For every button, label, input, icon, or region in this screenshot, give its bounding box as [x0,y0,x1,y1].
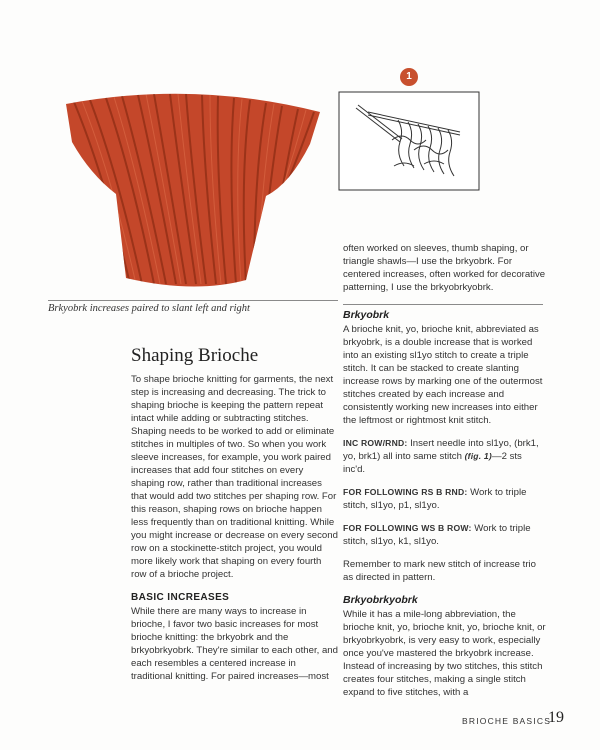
left-column [131,345,339,693]
right-column [343,242,546,709]
section-title: Shaping Brioche [131,345,259,366]
remember-note: Remember to mark new stitch of increase trio as directed in pattern. [343,559,537,583]
ws-row-label: FOR FOLLOWING WS B ROW: [343,523,472,533]
inc-row-label: INC ROW/RND: [343,438,408,448]
knitted-swatch-photo [44,84,340,294]
figure-1-needle-illustration [338,80,480,192]
rs-row-instruction [343,486,546,512]
brkyobrkyobrk-paragraph: While it has a mile-long abbreviation, the brioche knit, yo, brioche knit, yo, brioche knit, or brkyobrkyobrk, is very easy to work, especially once you've mastered the brkyobrk increase. Instead of increasing by two stitches, this stitch creates four stitches, making a single stitch expand to five stitches, with a [343,609,546,698]
ws-row-text: Work to triple stitch, sl1yo, k1, sl1yo. [343,523,531,547]
fig-reference: (fig. 1) [464,451,492,461]
inc-row-text: Insert needle into sl1yo, (brk1, yo, brk1) all into same stitch [343,438,539,462]
brkyobrk-heading: Brkyobrk [343,309,390,321]
figure-number-badge: 1 [400,68,418,86]
rs-row-label: FOR FOLLOWING RS B RND: [343,487,468,497]
intro-paragraph: To shape brioche knitting for garments, the next step is increasing and decreasing. The trick to shaping brioche is keeping the pattern repeat intact while adding or subtracting stitches. Shaping needs to be worked to add or eliminate stitches in multiples of two. So when you work sleeve increases, for example, you work paired increases that add four stitches on every shaping row, rather than traditional increases that would add two stitches per shaping row. For this reason, shaping rows on brioche happen less frequently than on traditional knitting. While you might increase or decrease on every second row on a stockinette-stitch project, you would more likely work that shaping on every fourth row of a brioche project. [131,374,338,580]
brkyobrk-paragraph: A brioche knit, yo, brioche knit, abbreviated as brkyobrk, is a double increase that is worked into an existing sl1yo stitch to create a triple stitch. It can be stacked to create slanting increase rows by marking one of the outermost stitches created by each increase and consistently working new increases into either the leftmost or rightmost knit stitch. [343,324,543,426]
brkyobrkyobrk-heading: Brkyobrkyobrk [343,594,418,606]
continuation-paragraph: often worked on sleeves, thumb shaping, or triangle shawls—I use the brkyobrk. For centered increases, often worked for decorative patterning, I use the brkyobrkyobrk. [343,243,546,293]
page-number: 19 [548,709,564,726]
inc-row-result: —2 sts inc'd. [343,451,522,475]
inc-row-instruction [343,437,546,476]
running-footer: BRIOCHE BASICS [462,716,552,726]
ws-row-instruction [343,522,546,548]
photo-caption: Brkyobrk increases paired to slant left and right [48,300,338,314]
rs-row-text: Work to triple stitch, sl1yo, p1, sl1yo. [343,487,527,511]
basic-increases-paragraph: While there are many ways to increase in brioche, I favor two basic increases for most brioche knitting: the brkyobrk and the brkyobrkyobrk. They're similar to each other, and each resembles a centered increase in traditional knitting. For paired increases—most [131,606,338,682]
section-divider [343,304,543,305]
basic-increases-heading: BASIC INCREASES [131,592,230,603]
